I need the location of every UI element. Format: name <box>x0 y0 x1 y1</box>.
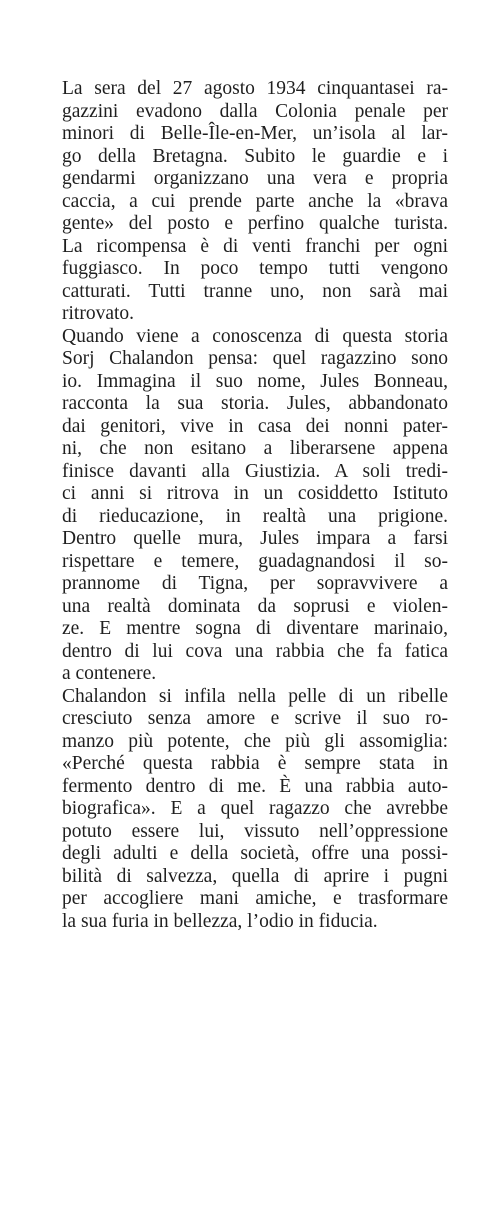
text-line: La ricompensa è di venti franchi per ogni <box>62 235 448 257</box>
text-line: una realtà dominata da soprusi e violen- <box>62 595 448 617</box>
text-line: io. Immagina il suo nome, Jules Bonneau, <box>62 370 448 392</box>
text-line: rispettare e temere, guadagnandosi il so- <box>62 550 448 572</box>
text-line: fuggiasco. In poco tempo tutti vengono <box>62 258 448 279</box>
text-line: biografica». E a quel ragazzo che avrebbe <box>62 798 448 819</box>
text-line: bilità di salvezza, quella di aprire i pugni <box>62 865 448 887</box>
text-line: manzo più potente, che più gli assomiglia: <box>62 730 448 752</box>
text-line: minori di Belle-Île-en-Mer, un’isola al lar- <box>62 123 448 144</box>
text-line: Sorj Chalandon pensa: quel ragazzino sono <box>62 348 448 369</box>
text-line: ze. E mentre sogna di diventare marinaio, <box>62 618 448 639</box>
text-line: Dentro quelle mura, Jules impara a farsi <box>62 528 448 549</box>
text-line: Quando viene a conoscenza di questa storia <box>62 325 448 347</box>
text-line: degli adulti e della società, offre una possi- <box>62 843 448 864</box>
text-line: gazzini evadono dalla Colonia penale per <box>62 100 448 122</box>
text-line: ritrovato. <box>62 303 135 324</box>
text-line: caccia, a cui prende parte anche la «brava <box>62 190 448 212</box>
text-line: cresciuto senza amore e scrive il suo ro- <box>62 708 448 729</box>
synopsis-paragraph-3 <box>62 686 448 934</box>
text-line: fermento dentro di me. È una rabbia auto- <box>62 775 448 797</box>
synopsis-paragraph-1 <box>62 78 448 326</box>
text-line: gente» del posto e perfino qualche turista. <box>62 213 448 234</box>
synopsis-paragraph-2 <box>62 326 448 686</box>
text-line: prannome di Tigna, per sopravvivere a <box>62 573 448 594</box>
text-line: a contenere. <box>62 663 157 684</box>
text-line: catturati. Tutti tranne uno, non sarà mai <box>62 280 448 302</box>
text-line: La sera del 27 agosto 1934 cinquantasei ra- <box>62 78 448 99</box>
text-line: «Perché questa rabbia è sempre stata in <box>62 753 448 774</box>
text-line: la sua furia in bellezza, l’odio in fiducia. <box>62 910 378 932</box>
text-line: gendarmi organizzano una vera e propria <box>62 168 448 189</box>
text-line: di rieducazione, in realtà una prigione. <box>62 505 448 527</box>
text-line: go della Bretagna. Subito le guardie e i <box>62 145 448 167</box>
text-line: Chalandon si infila nella pelle di un ribelle <box>62 685 448 707</box>
text-line: ni, che non esitano a liberarsene appena <box>62 438 448 459</box>
text-line: potuto essere lui, vissuto nell’oppressione <box>62 820 448 842</box>
text-line: dai genitori, vive in casa dei nonni pater- <box>62 415 448 437</box>
text-line: dentro di lui cova una rabbia che fa fatica <box>62 640 448 662</box>
text-line: racconta la sua storia. Jules, abbandonato <box>62 393 448 414</box>
text-line: ci anni si ritrova in un cosiddetto Istituto <box>62 483 448 504</box>
synopsis-text <box>62 78 448 933</box>
text-line: per accogliere mani amiche, e trasformare <box>62 888 448 909</box>
text-line: finisce davanti alla Giustizia. A soli tredi- <box>62 460 448 482</box>
